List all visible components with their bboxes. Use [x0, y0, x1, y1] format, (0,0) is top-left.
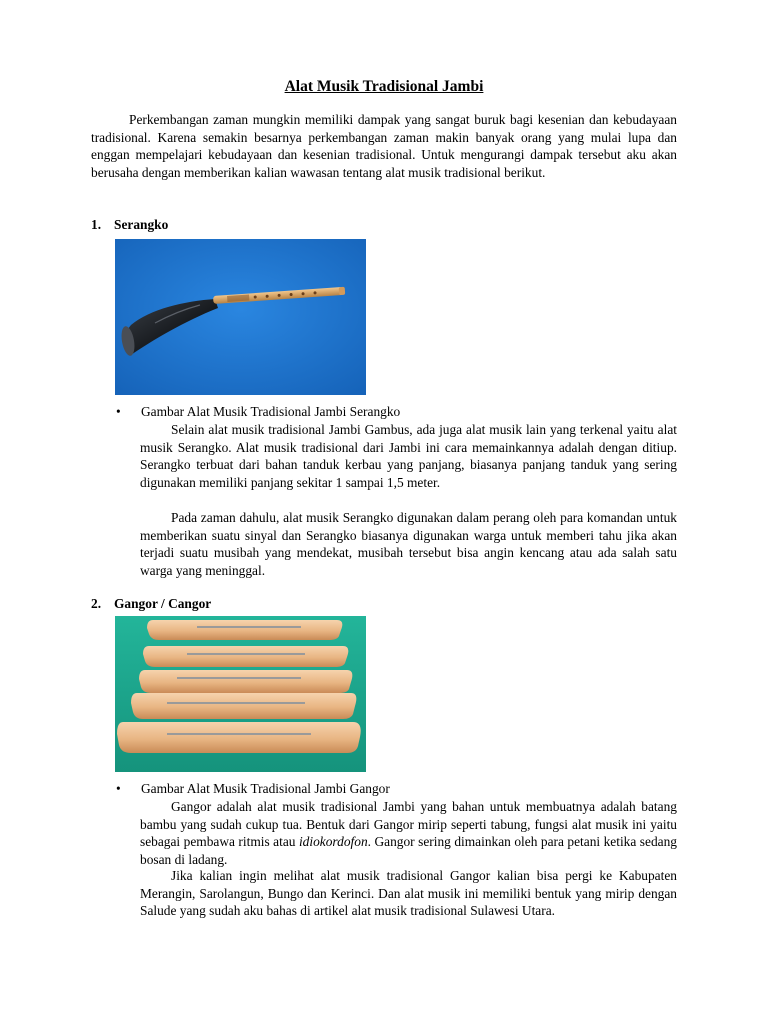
bamboo-instrument-photo [115, 616, 366, 772]
caption-text: Gambar Alat Musik Tradisional Jambi Serangko [141, 404, 401, 419]
section-title: Serangko [114, 217, 169, 232]
section-heading-serangko [91, 217, 168, 233]
caption-gangor [116, 781, 390, 797]
serangko-photo [115, 239, 366, 395]
gangor-photo [115, 616, 366, 772]
section-number: 2. [91, 596, 102, 611]
idiokordofon-term: idiokordofon [298, 834, 368, 849]
gangor-paragraph-1-text: Gangor adalah alat musik tradisional Jambi yang bahan untuk membuatnya adalah batang bambu yang sudah cukup tua. Bentuk dari Gangor mirip seperti tabung, fungsi alat musik ini yaitu sebagai pembawa ritmis atau [140, 799, 677, 849]
section-heading-gangor [91, 596, 211, 612]
intro-paragraph: Perkembangan zaman mungkin memiliki dampak yang sangat buruk bagi kesenian dan kebudayaan tradisional. Karena semakin besarnya perkembangan zaman makin banyak orang yang mulai lupa dan enggan mempelajari kebudayaan dan kesenian tradisional. Untuk mengurangi dampak tersebut aku akan berusaha dengan memberikan kalian wawasan tentang alat musik tradisional berikut. [91, 112, 677, 180]
serangko-paragraph-2: Pada zaman dahulu, alat musik Serangko digunakan dalam perang oleh para komandan untuk memberikan suatu sinyal dan Serangko biasanya digunakan warga untuk memberi tahu jika akan terjadi suatu musibah yang mendekat, musibah tersebut bisa angin kencang atau ada salah satu warga yang meninggal. [140, 510, 677, 578]
caption-serangko [116, 404, 400, 420]
gangor-paragraph-1 [140, 798, 677, 868]
gangor-paragraph-2: Jika kalian ingin melihat alat musik tradisional Gangor kalian bisa pergi ke Kabupaten Merangin, Sarolangun, Bungo dan Kerinci. Dan alat musik ini memiliki bentuk yang mirip dengan Salude yang sudah aku bahas di artikel alat musik tradisional Sulawesi Utara. [140, 868, 677, 918]
gangor-paragraph-1-end: . Gangor sering dimainkan oleh para petani ketika sedang bosan di ladang. [140, 834, 677, 867]
document-title: Alat Musik Tradisional Jambi [284, 78, 484, 95]
section-title: Gangor / Cangor [114, 596, 212, 611]
bullet-icon: • [116, 781, 121, 796]
horn-instrument-photo [115, 239, 366, 395]
serangko-paragraph-1: Selain alat musik tradisional Jambi Gambus, ada juga alat musik lain yang terkenal yaitu alat musik Serangko. Alat musik tradisional dari Jambi ini cara memainkannya adalah dengan ditiup. Serangko terbuat dari bahan tanduk kerbau yang panjang, biasanya panjang tanduk yang sering digunakan memiliki panjang sekitar 1 sampai 1,5 meter. [140, 422, 677, 490]
caption-text: Gambar Alat Musik Tradisional Jambi Gangor [141, 781, 390, 796]
section-number: 1. [91, 217, 102, 232]
bullet-icon: • [116, 404, 121, 419]
